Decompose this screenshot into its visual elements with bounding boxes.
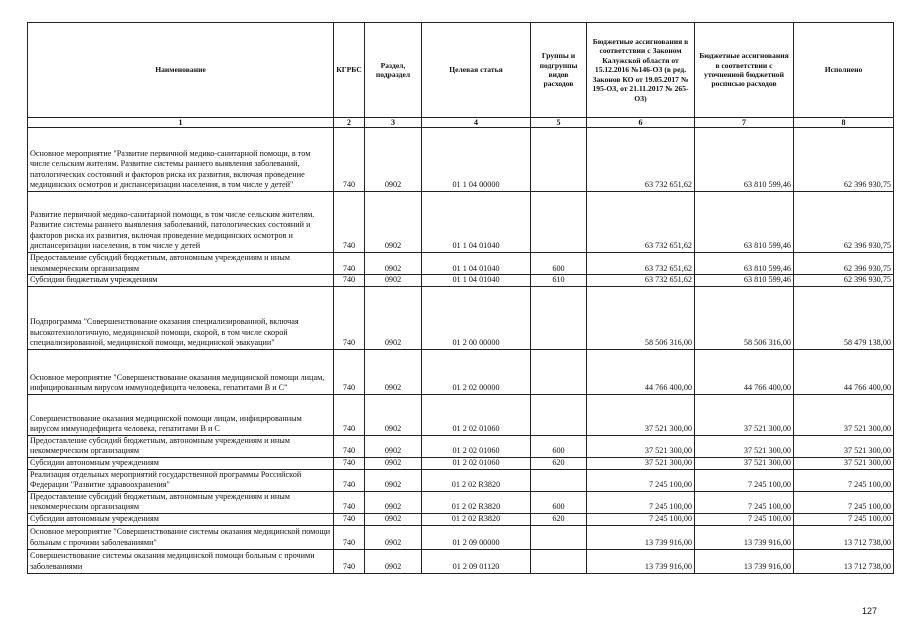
row-kgrbs: 740 xyxy=(334,549,365,573)
col-number: 5 xyxy=(531,118,587,128)
row-name: Субсидии автономным учреждениям xyxy=(28,513,334,525)
row-refined-value: 7 245 100,00 xyxy=(695,513,794,525)
row-kgrbs: 740 xyxy=(334,525,365,549)
row-vid xyxy=(531,469,587,491)
row-kgrbs: 740 xyxy=(334,349,365,394)
row-razdel: 0902 xyxy=(365,192,422,253)
row-kgrbs: 740 xyxy=(334,286,365,349)
row-razdel: 0902 xyxy=(365,286,422,349)
col-number: 4 xyxy=(422,118,531,128)
row-razdel: 0902 xyxy=(365,349,422,394)
table-row xyxy=(28,513,894,525)
row-razdel: 0902 xyxy=(365,457,422,469)
row-refined-value: 58 506 316,00 xyxy=(695,286,794,349)
row-vid: 620 xyxy=(531,513,587,525)
row-law-value: 13 739 916,00 xyxy=(587,525,695,549)
row-statya: 01 1 04 01040 xyxy=(422,192,531,253)
row-vid xyxy=(531,394,587,435)
row-law-value: 63 732 651,62 xyxy=(587,192,695,253)
row-executed-value: 37 521 300,00 xyxy=(794,394,894,435)
table-row xyxy=(28,525,894,549)
table-row xyxy=(28,275,894,287)
row-name: Предоставление субсидий бюджетным, автономным учреждениям и иным некоммерческим организациям xyxy=(28,491,334,513)
row-statya: 01 2 02 R3820 xyxy=(422,491,531,513)
row-vid xyxy=(531,349,587,394)
row-executed-value: 37 521 300,00 xyxy=(794,435,894,457)
row-law-value: 37 521 300,00 xyxy=(587,457,695,469)
budget-document-page xyxy=(27,22,891,574)
row-name: Развитие первичной медико-санитарной помощи, в том числе сельским жителям. Развитие системы раннего выявления заболеваний, патологических состояний и факторов риска их развития, включая проведение медицинских осмотров и диспансеризации населения, в том числе у детей xyxy=(28,192,334,253)
row-law-value: 44 766 400,00 xyxy=(587,349,695,394)
row-refined-value: 37 521 300,00 xyxy=(695,394,794,435)
row-name: Субсидии автономным учреждениям xyxy=(28,457,334,469)
row-executed-value: 7 245 100,00 xyxy=(794,469,894,491)
row-name: Основное мероприятие "Развитие первичной медико-санитарной помощи, в том числе сельским жителям. Развитие системы раннего выявления заболеваний, патологических состояний и факторов риска их развития, включая проведение медицинских осмотров и диспансеризации населения, в том числе у детей" xyxy=(28,128,334,192)
row-law-value: 13 739 916,00 xyxy=(587,549,695,573)
col-number: 2 xyxy=(334,118,365,128)
row-executed-value: 62 396 930,75 xyxy=(794,275,894,287)
header-law-assignments: Бюджетные ассигнования в соответствии с Законом Калужской области от 15.12.2016 №146-ОЗ (в ред. Законов КО от 19.05.2017 № 195-ОЗ, от 21.11.2017 № 265-ОЗ) xyxy=(587,23,695,118)
row-refined-value: 37 521 300,00 xyxy=(695,435,794,457)
col-number: 7 xyxy=(695,118,794,128)
row-law-value: 7 245 100,00 xyxy=(587,491,695,513)
table-row xyxy=(28,491,894,513)
header-refined-assignments: Бюджетные ассигнования в соответствии с уточненной бюджетной росписью расходов xyxy=(695,23,794,118)
table-row xyxy=(28,192,894,253)
row-razdel: 0902 xyxy=(365,394,422,435)
row-executed-value: 13 712 738,00 xyxy=(794,549,894,573)
row-razdel: 0902 xyxy=(365,469,422,491)
row-kgrbs: 740 xyxy=(334,491,365,513)
header-executed: Исполнено xyxy=(794,23,894,118)
row-statya: 01 2 09 00000 xyxy=(422,525,531,549)
row-razdel: 0902 xyxy=(365,435,422,457)
row-kgrbs: 740 xyxy=(334,275,365,287)
row-name: Подпрограмма "Совершенствование оказания специализированной, включая высокотехнологичную, медицинской помощи, скорой, в том числе скорой специализированной, медицинской помощи, медицинской эвакуации" xyxy=(28,286,334,349)
row-kgrbs: 740 xyxy=(334,469,365,491)
row-statya: 01 1 04 01040 xyxy=(422,253,531,275)
row-statya: 01 2 09 01120 xyxy=(422,549,531,573)
row-refined-value: 63 810 599,46 xyxy=(695,275,794,287)
row-law-value: 63 732 651,62 xyxy=(587,128,695,192)
row-statya: 01 1 04 00000 xyxy=(422,128,531,192)
row-razdel: 0902 xyxy=(365,513,422,525)
row-name: Основное мероприятие "Совершенствование оказания медицинской помощи лицам, инфицированным вирусом иммунодефицита человека, гепатитами В и С" xyxy=(28,349,334,394)
row-razdel: 0902 xyxy=(365,275,422,287)
row-statya: 01 2 00 00000 xyxy=(422,286,531,349)
row-name: Основное мероприятие "Совершенствование системы оказания медицинской помощи больным с прочими заболеваниями" xyxy=(28,525,334,549)
row-law-value: 7 245 100,00 xyxy=(587,469,695,491)
row-vid: 600 xyxy=(531,491,587,513)
header-kgrbs: КГРБС xyxy=(334,23,365,118)
table-row xyxy=(28,549,894,573)
header-name: Наименование xyxy=(28,23,334,118)
row-law-value: 37 521 300,00 xyxy=(587,435,695,457)
row-executed-value: 7 245 100,00 xyxy=(794,513,894,525)
row-statya: 01 1 04 01040 xyxy=(422,275,531,287)
row-executed-value: 58 479 138,00 xyxy=(794,286,894,349)
header-vid: Группы и подгруппы видов расходов xyxy=(531,23,587,118)
row-kgrbs: 740 xyxy=(334,394,365,435)
header-razdel: Раздел, подраздел xyxy=(365,23,422,118)
column-number-row xyxy=(28,118,894,128)
row-refined-value: 63 810 599,46 xyxy=(695,253,794,275)
table-row xyxy=(28,435,894,457)
row-statya: 01 2 02 01060 xyxy=(422,435,531,457)
row-executed-value: 44 766 400,00 xyxy=(794,349,894,394)
table-row xyxy=(28,349,894,394)
row-executed-value: 62 396 930,75 xyxy=(794,192,894,253)
table-row xyxy=(28,253,894,275)
row-refined-value: 63 810 599,46 xyxy=(695,192,794,253)
header-statya: Целевая статья xyxy=(422,23,531,118)
row-statya: 01 2 02 R3820 xyxy=(422,513,531,525)
row-razdel: 0902 xyxy=(365,128,422,192)
table-row xyxy=(28,286,894,349)
row-executed-value: 13 712 738,00 xyxy=(794,525,894,549)
row-executed-value: 37 521 300,00 xyxy=(794,457,894,469)
col-number: 1 xyxy=(28,118,334,128)
row-name: Предоставление субсидий бюджетным, автономным учреждениям и иным некоммерческим организациям xyxy=(28,435,334,457)
row-refined-value: 13 739 916,00 xyxy=(695,525,794,549)
row-razdel: 0902 xyxy=(365,525,422,549)
row-razdel: 0902 xyxy=(365,491,422,513)
row-refined-value: 7 245 100,00 xyxy=(695,469,794,491)
budget-table xyxy=(27,22,894,574)
col-number: 6 xyxy=(587,118,695,128)
row-refined-value: 7 245 100,00 xyxy=(695,491,794,513)
row-refined-value: 44 766 400,00 xyxy=(695,349,794,394)
row-law-value: 63 732 651,62 xyxy=(587,275,695,287)
row-vid: 610 xyxy=(531,275,587,287)
row-vid xyxy=(531,192,587,253)
row-executed-value: 7 245 100,00 xyxy=(794,491,894,513)
row-name: Совершенствование системы оказания медицинской помощи больным с прочими заболеваниями xyxy=(28,549,334,573)
row-razdel: 0902 xyxy=(365,549,422,573)
row-law-value: 58 506 316,00 xyxy=(587,286,695,349)
row-refined-value: 63 810 599,46 xyxy=(695,128,794,192)
row-vid: 620 xyxy=(531,457,587,469)
row-statya: 01 2 02 01060 xyxy=(422,394,531,435)
row-executed-value: 62 396 930,75 xyxy=(794,128,894,192)
row-name: Предоставление субсидий бюджетным, автономным учреждениям и иным некоммерческим организациям xyxy=(28,253,334,275)
row-vid: 600 xyxy=(531,253,587,275)
row-name: Совершенствование оказания медицинской помощи лицам, инфицированным вирусом иммунодефицита человека, гепатитами В и С xyxy=(28,394,334,435)
col-number: 3 xyxy=(365,118,422,128)
row-vid: 600 xyxy=(531,435,587,457)
table-header-row xyxy=(28,23,894,118)
row-statya: 01 2 02 01060 xyxy=(422,457,531,469)
row-vid xyxy=(531,549,587,573)
row-kgrbs: 740 xyxy=(334,513,365,525)
row-kgrbs: 740 xyxy=(334,128,365,192)
row-kgrbs: 740 xyxy=(334,192,365,253)
row-vid xyxy=(531,286,587,349)
table-row xyxy=(28,394,894,435)
row-name: Субсидии бюджетным учреждениям xyxy=(28,275,334,287)
row-refined-value: 13 739 916,00 xyxy=(695,549,794,573)
page-number: 127 xyxy=(861,606,877,616)
col-number: 8 xyxy=(794,118,894,128)
row-name: Реализация отдельных мероприятий государственной программы Российской Федерации "Развитие здравоохранения" xyxy=(28,469,334,491)
row-kgrbs: 740 xyxy=(334,457,365,469)
row-kgrbs: 740 xyxy=(334,435,365,457)
table-row xyxy=(28,128,894,192)
row-law-value: 63 732 651,62 xyxy=(587,253,695,275)
table-row xyxy=(28,469,894,491)
row-executed-value: 62 396 930,75 xyxy=(794,253,894,275)
row-law-value: 7 245 100,00 xyxy=(587,513,695,525)
row-razdel: 0902 xyxy=(365,253,422,275)
row-kgrbs: 740 xyxy=(334,253,365,275)
table-row xyxy=(28,457,894,469)
row-statya: 01 2 02 00000 xyxy=(422,349,531,394)
row-statya: 01 2 02 R3820 xyxy=(422,469,531,491)
row-law-value: 37 521 300,00 xyxy=(587,394,695,435)
row-refined-value: 37 521 300,00 xyxy=(695,457,794,469)
row-vid xyxy=(531,128,587,192)
row-vid xyxy=(531,525,587,549)
